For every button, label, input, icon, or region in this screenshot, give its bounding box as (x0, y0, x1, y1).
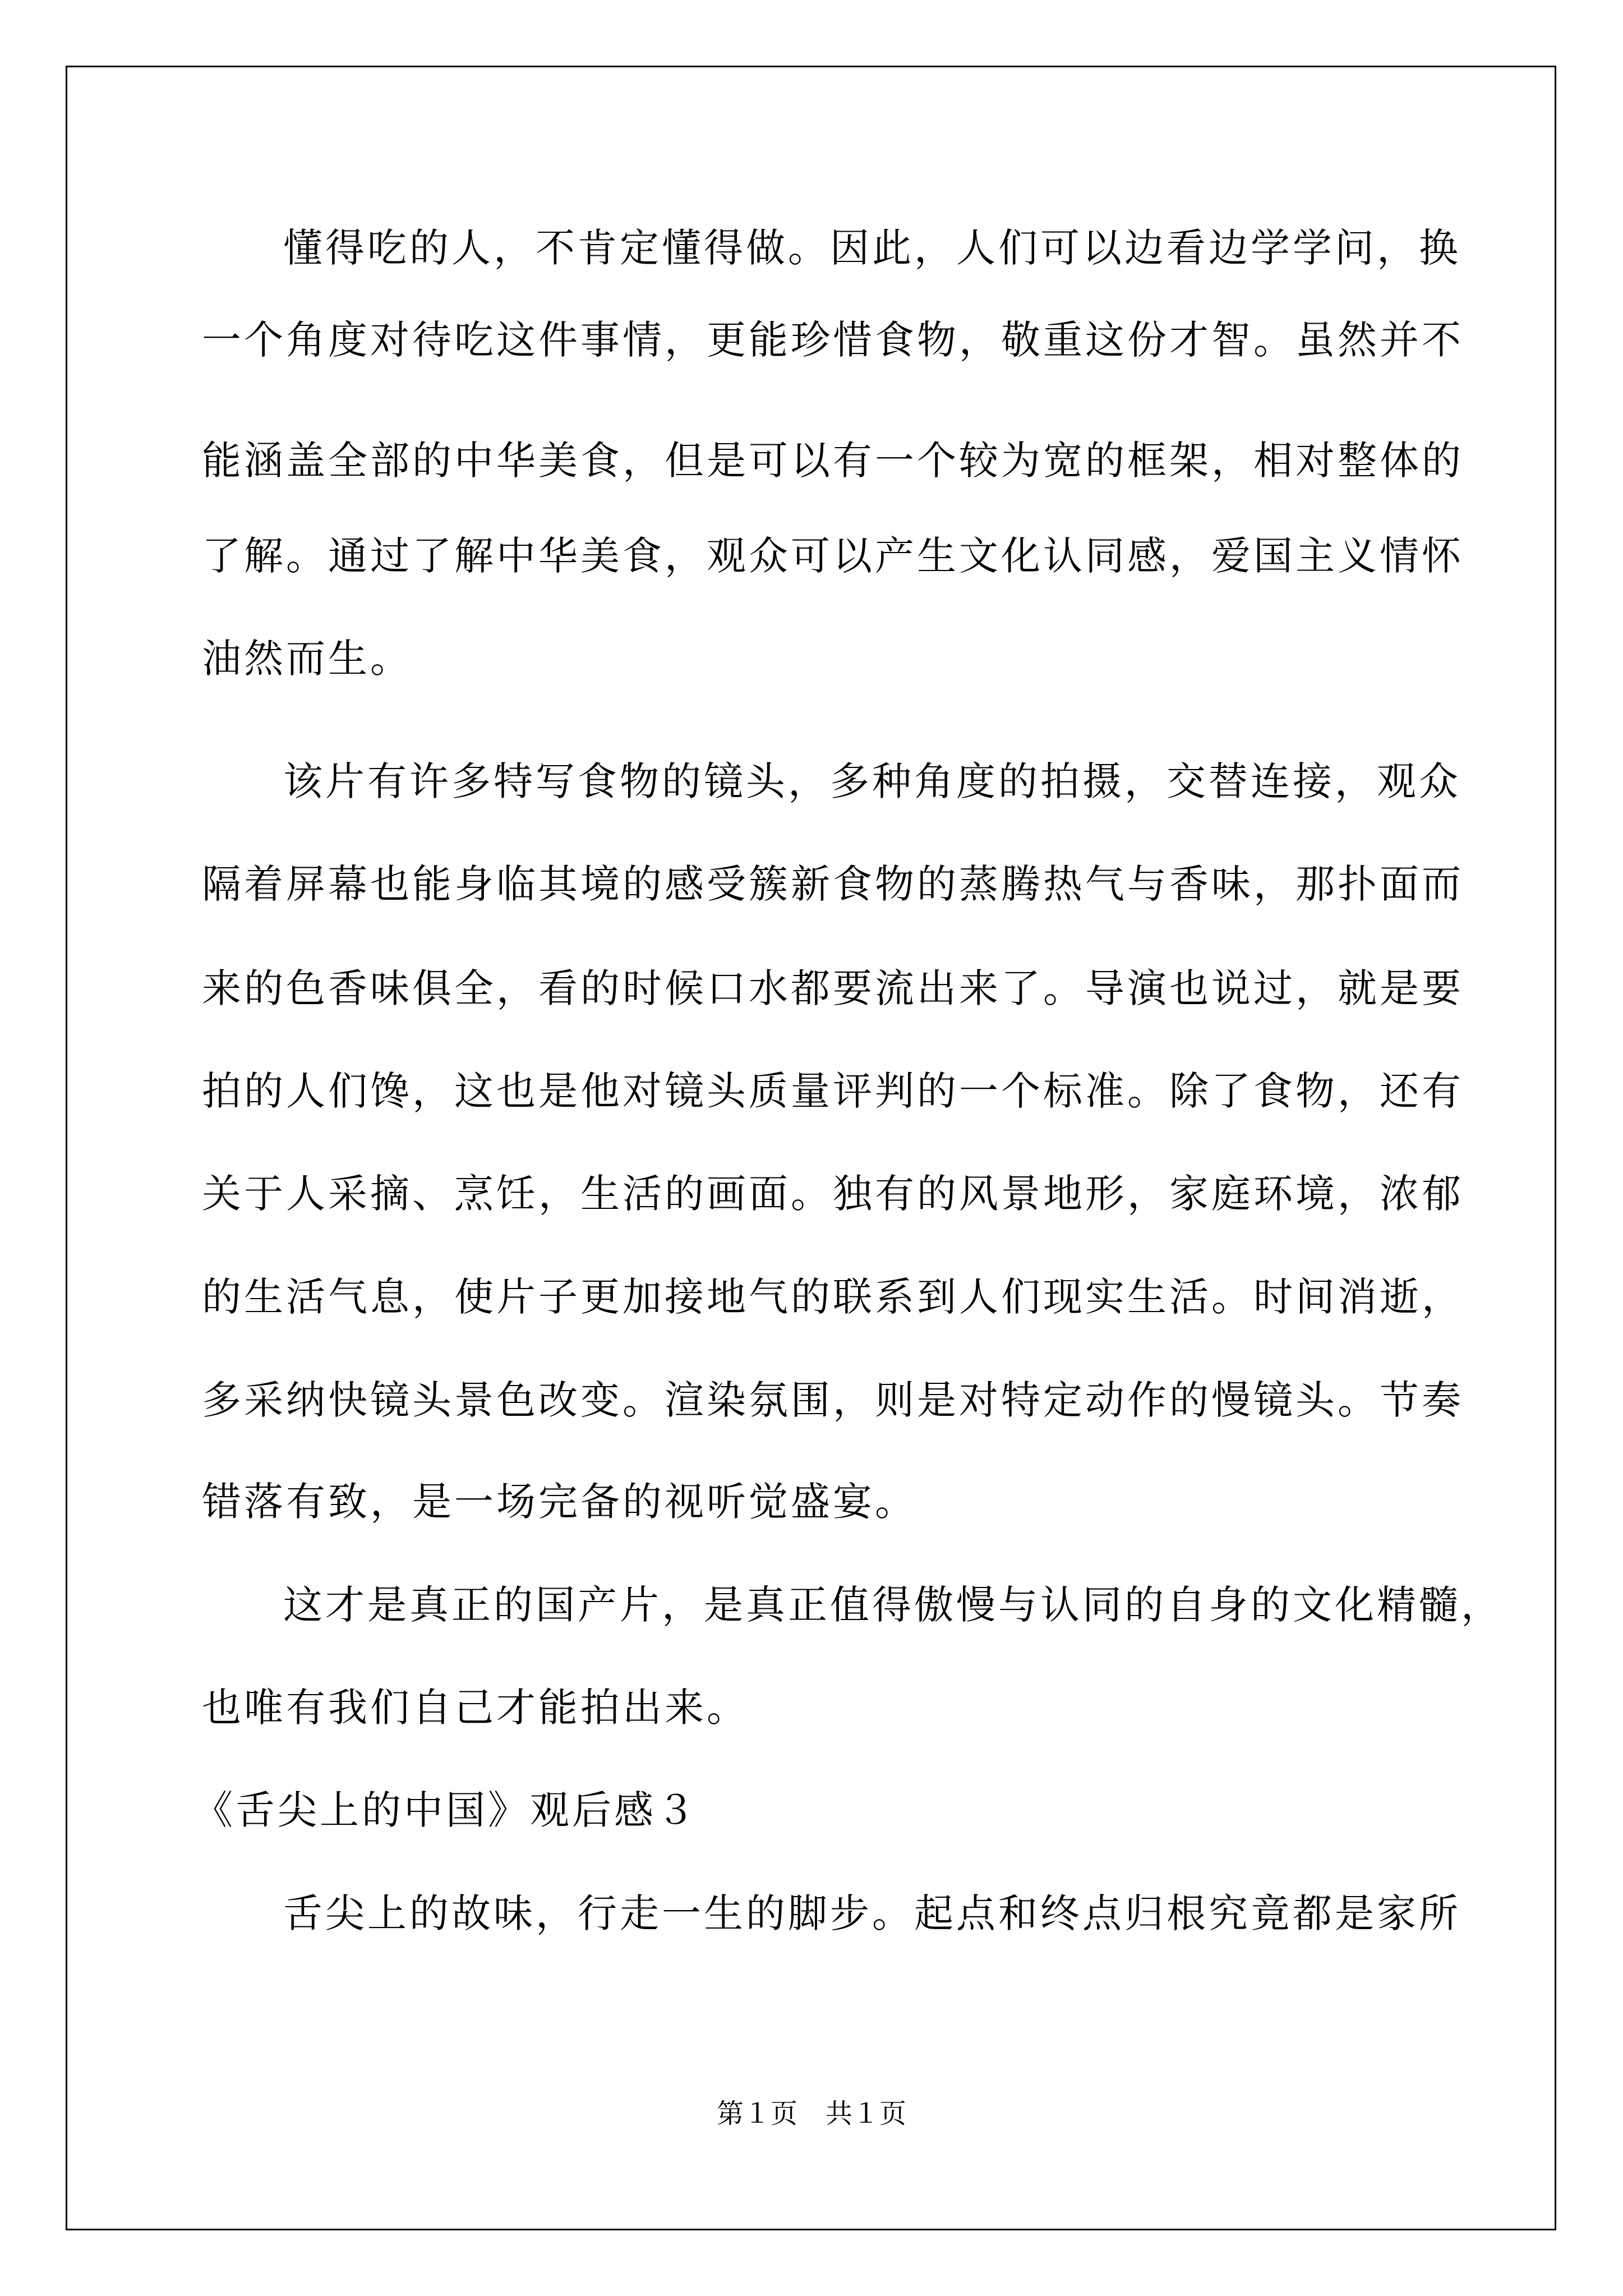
paragraph-2-line-3: 来的色香味俱全，看的时候口水都要流出来了。导演也说过，就是要 (202, 965, 1464, 1011)
paragraph-2-line-6: 的生活气息，使片子更加接地气的联系到人们现实生活。时间消逝， (202, 1274, 1464, 1320)
paragraph-4-line-1: 舌尖上的故味，行走一生的脚步。起点和终点归根究竟都是家所 (283, 1890, 1461, 1936)
paragraph-2-line-2: 隔着屏幕也能身临其境的感受簇新食物的蒸腾热气与香味，那扑面而 (202, 861, 1464, 907)
paragraph-2-line-7: 多采纳快镜头景色改变。渲染氛围，则是对特定动作的慢镜头。节奏 (202, 1377, 1464, 1423)
paragraph-1-line-1: 懂得吃的人，不肯定懂得做。因此，人们可以边看边学学问，换 (283, 225, 1461, 271)
paragraph-1-line-2: 一个角度对待吃这件事情，更能珍惜食物，敬重这份才智。虽然并不 (202, 317, 1464, 363)
page-number: 第１页 (716, 2098, 797, 2129)
paragraph-1-line-3: 能涵盖全部的中华美食，但是可以有一个较为宽的框架，相对整体的 (202, 438, 1464, 484)
paragraph-3-line-2: 也唯有我们自己才能拍出来。 (202, 1685, 749, 1731)
page-total: 共１页 (826, 2098, 907, 2129)
section-heading: 《舌尖上的中国》观后感３ (193, 1787, 698, 1833)
paragraph-2-line-4: 拍的人们馋，这也是他对镜头质量评判的一个标准。除了食物，还有 (202, 1068, 1464, 1114)
paragraph-1-line-5: 油然而生。 (202, 636, 412, 682)
paragraph-2-line-5: 关于人采摘、烹饪，生活的画面。独有的风景地形，家庭环境，浓郁 (202, 1171, 1464, 1217)
paragraph-2-line-1: 该片有许多特写食物的镜头，多种角度的拍摄，交替连接，观众 (283, 758, 1461, 804)
page-footer (0, 2097, 1623, 2131)
paragraph-2-line-8: 错落有致，是一场完备的视听觉盛宴。 (202, 1479, 917, 1525)
paragraph-3-line-1: 这才是真正的国产片，是真正值得傲慢与认同的自身的文化精髓， (283, 1582, 1503, 1628)
paragraph-1-line-4: 了解。通过了解中华美食，观众可以产生文化认同感，爱国主义情怀 (202, 533, 1464, 579)
